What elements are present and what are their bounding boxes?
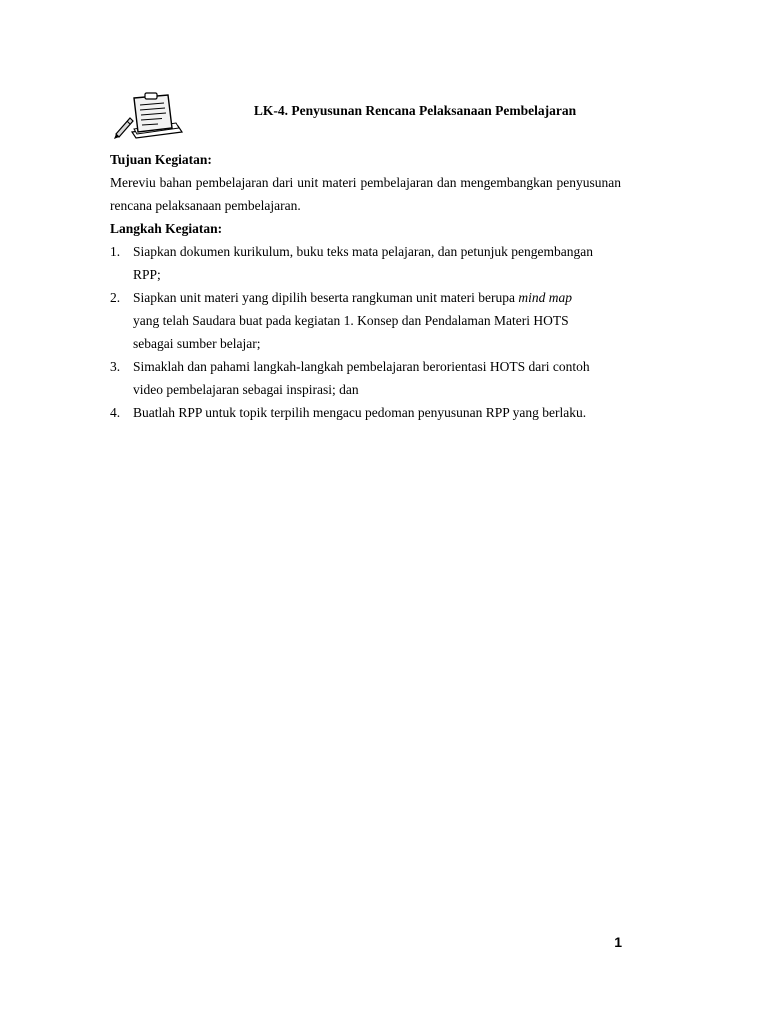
list-item xyxy=(110,401,621,424)
step-text: Buatlah RPP untuk topik terpilih mengacu pedoman penyusunan RPP yang berlaku. xyxy=(133,405,587,420)
steps-list xyxy=(110,240,621,424)
step-number: 3. xyxy=(110,359,121,374)
step-text-line2: yang telah Saudara buat pada kegiatan 1. Konsep dan Pendalaman Materi HOTS xyxy=(133,313,569,328)
step-text: Siapkan unit materi yang dipilih beserta rangkuman unit materi berupa xyxy=(133,290,519,305)
step-text: Siapkan dokumen kurikulum, buku teks mata pelajaran, dan petunjuk pengembangan RPP; xyxy=(133,244,594,282)
step-text-italic: mind map xyxy=(518,290,573,305)
step-number: 2. xyxy=(110,290,121,305)
list-item xyxy=(110,240,621,286)
page-number: 1 xyxy=(614,934,622,950)
document-title: LK-4. Penyusunan Rencana Pelaksanaan Pembelajaran xyxy=(253,103,577,118)
step-number: 1. xyxy=(110,244,121,259)
step-text-line3: sebagai sumber belajar; xyxy=(133,336,261,351)
list-item xyxy=(110,286,621,355)
step-number: 4. xyxy=(110,405,121,420)
clipboard-pen-icon xyxy=(112,92,184,140)
tujuan-heading: Tujuan Kegiatan: xyxy=(110,152,212,167)
list-item xyxy=(110,355,621,401)
step-text: Simaklah dan pahami langkah-langkah pembelajaran berorientasi HOTS dari contoh video pembelajaran sebagai inspirasi; dan xyxy=(133,359,590,397)
langkah-heading: Langkah Kegiatan: xyxy=(110,221,223,236)
tujuan-text: Mereviu bahan pembelajaran dari unit materi pembelajaran dan mengembangkan penyusunan rencana pelaksanaan pembelajaran. xyxy=(110,175,621,213)
document-body xyxy=(110,148,621,424)
